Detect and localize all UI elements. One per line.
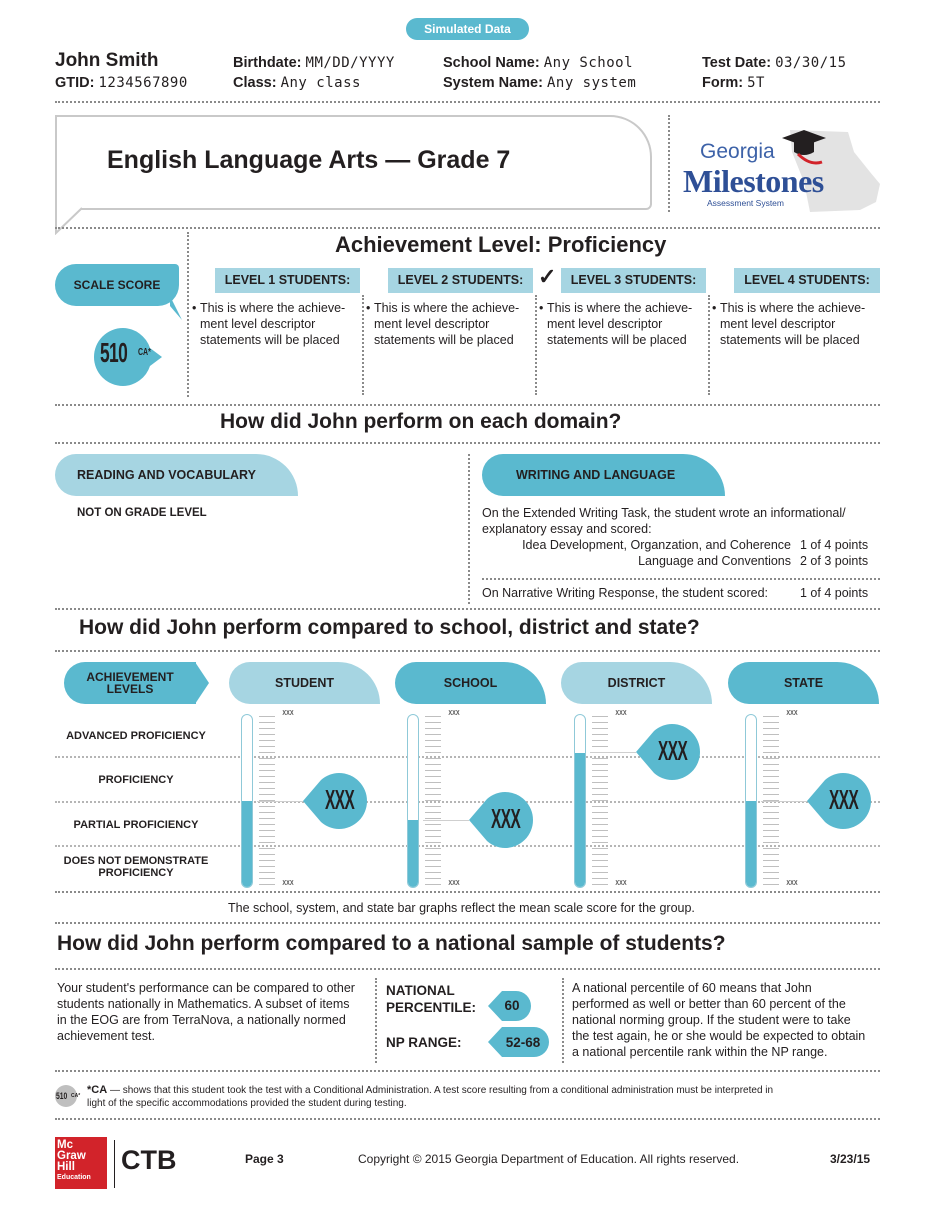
row-advanced-proficiency: ADVANCED PROFICIENCY	[66, 730, 206, 742]
achievement-levels-line1: ACHIEVEMENT	[86, 670, 174, 684]
form	[702, 75, 765, 91]
birthdate-value: MM/DD/YYYY	[305, 55, 395, 71]
bar-fill-district	[575, 753, 585, 887]
level-1-header: LEVEL 1 STUDENTS:	[215, 268, 360, 293]
row-proficiency: PROFICIENCY	[98, 774, 174, 786]
reading-vocabulary-tab: READING AND VOCABULARY	[55, 454, 298, 496]
bar-marker-leader	[423, 820, 469, 821]
gtid-value: 1234567890	[98, 75, 188, 91]
row-does-not-demonstrate	[55, 855, 217, 879]
birthdate-label: Birthdate:	[233, 55, 302, 71]
writing-row2-label: Language and Conventions	[638, 554, 791, 568]
divider	[55, 227, 880, 229]
school-value: Any School	[543, 55, 634, 71]
row-does-not-demonstrate-line2: PROFICIENCY	[98, 867, 174, 879]
column-school: SCHOOL	[395, 662, 546, 704]
achievement-levels-label	[64, 662, 196, 704]
row-partial-proficiency: PARTIAL PROFICIENCY	[73, 819, 199, 831]
national-percentile-line1: NATIONAL	[386, 983, 455, 998]
form-value: 5T	[747, 75, 765, 91]
mcgraw-hill-logo-line1: Mc	[57, 1139, 73, 1151]
writing-row3-label: On Narrative Writing Response, the student scored:	[482, 586, 769, 600]
bar-top-tick-label: XXX	[282, 710, 294, 717]
bar-fill-student	[242, 801, 252, 887]
np-range-value: 52-68	[505, 1035, 541, 1050]
level-1-descriptor	[192, 300, 357, 348]
level-4-text: This is where the achieve-ment level descriptor statements will be placed	[720, 301, 866, 347]
class-label: Class:	[233, 75, 277, 91]
simulated-data-badge: Simulated Data	[406, 18, 529, 40]
test-date-label: Test Date:	[702, 55, 772, 71]
bar-top-tick-label: XXX	[786, 710, 798, 717]
divider	[362, 295, 364, 395]
bar-bottom-tick-label: XXX	[448, 880, 460, 887]
test-date	[702, 55, 847, 71]
system-name	[443, 75, 636, 91]
school-name	[443, 55, 633, 71]
writing-row1-score: 1 of 4 points	[800, 538, 869, 552]
writing-intro-1: On the Extended Writing Task, the student wrote an informational/	[482, 506, 846, 520]
national-right-text	[572, 980, 865, 1060]
bar-tube-district	[574, 714, 586, 888]
writing-row2-score: 2 of 3 points	[800, 554, 869, 568]
bar-fill-school	[408, 820, 418, 887]
ctb-logo: CTB	[121, 1145, 177, 1175]
writing-language-tab: WRITING AND LANGUAGE	[482, 454, 725, 496]
level-2-header: LEVEL 2 STUDENTS:	[388, 268, 533, 293]
national-left-line1: Your student's performance can be compared to other	[57, 981, 355, 995]
page-number: Page 3	[245, 1152, 284, 1166]
writing-row3-score: 1 of 4 points	[800, 586, 869, 600]
bullet: •	[712, 301, 717, 315]
ca-footnote-term: *CA	[87, 1084, 108, 1096]
logo-milestones: Milestones	[683, 163, 824, 199]
national-percentile-value: 60	[504, 998, 520, 1013]
ca-icon-suffix: CA*	[71, 1093, 81, 1099]
national-left-line4: achievement test.	[57, 1029, 155, 1043]
national-left-line2: students nationally in Mathematics. A subset of items	[57, 997, 350, 1011]
writing-intro-2: explanatory essay and scored:	[482, 522, 652, 536]
logo-georgia: Georgia	[700, 140, 775, 163]
bar-top-tick-label: XXX	[448, 710, 460, 717]
bar-tube-state	[745, 714, 757, 888]
divider	[375, 978, 377, 1063]
divider	[55, 608, 880, 610]
mcgraw-hill-logo-line2: Graw	[57, 1150, 86, 1162]
bar-bottom-tick-label: XXX	[615, 880, 627, 887]
bar-marker-leader	[761, 801, 807, 802]
report-title: English Language Arts — Grade 7	[107, 146, 511, 174]
report-date: 3/23/15	[830, 1152, 871, 1166]
student-name: John Smith	[55, 50, 159, 71]
np-range-label: NP RANGE:	[386, 1035, 462, 1050]
test-date-value: 03/30/15	[775, 55, 847, 71]
level-3-text: This is where the achieve-ment level descriptor statements will be placed	[547, 301, 693, 347]
domain-question: How did John perform on each domain?	[220, 410, 622, 433]
system-label: System Name:	[443, 75, 543, 91]
scale-score-label: SCALE SCORE	[55, 264, 179, 306]
national-right-line5: a national percentile rank within the NP range.	[572, 1045, 828, 1059]
national-question: How did John perform compared to a national sample of students?	[57, 932, 726, 955]
class	[233, 75, 361, 91]
divider	[55, 650, 880, 652]
mcgraw-hill-logo-line3: Hill	[57, 1161, 75, 1173]
arrow-right-icon	[195, 662, 209, 704]
bar-marker-label: XXX	[658, 735, 688, 767]
divider	[55, 968, 880, 970]
reading-status: NOT ON GRADE LEVEL	[77, 507, 207, 519]
national-left-text	[57, 980, 355, 1044]
row-does-not-demonstrate-line1: DOES NOT DEMONSTRATE	[63, 855, 209, 867]
divider	[55, 1070, 880, 1072]
level-3-descriptor	[539, 300, 704, 348]
divider	[562, 978, 564, 1063]
bullet: •	[539, 301, 544, 315]
ca-footnote-text-2: light of the specific accommodations provided the student during testing.	[87, 1098, 407, 1109]
title-box-tail	[54, 207, 84, 235]
copyright: Copyright © 2015 Georgia Department of Education. All rights reserved.	[358, 1152, 740, 1166]
scale-score-suffix: CA*	[138, 347, 151, 358]
column-state: STATE	[728, 662, 879, 704]
national-right-line1: A national percentile of 60 means that John	[572, 981, 812, 995]
divider	[187, 232, 189, 397]
divider	[668, 115, 670, 212]
divider	[468, 454, 470, 604]
level-2-text: This is where the achieve-ment level descriptor statements will be placed	[374, 301, 520, 347]
national-percentile-label	[386, 982, 476, 1016]
bar-ticks	[425, 716, 441, 886]
divider	[55, 922, 880, 924]
mcgraw-hill-logo-line4: Education	[57, 1174, 91, 1181]
divider	[482, 578, 880, 580]
logo-assessment-system: Assessment System	[707, 198, 784, 208]
gtid-label: GTID:	[55, 75, 95, 91]
bar-marker-leader	[257, 801, 303, 802]
national-right-line2: performed as well or better than 60 percent of the	[572, 997, 846, 1011]
bar-marker-leader	[590, 752, 636, 753]
achievement-title: Achievement Level: Proficiency	[335, 232, 667, 257]
divider	[55, 442, 880, 444]
bullet: •	[192, 301, 197, 315]
column-student: STUDENT	[229, 662, 380, 704]
bar-marker-label: XXX	[491, 803, 521, 835]
divider	[55, 891, 880, 893]
ca-footnote	[87, 1084, 877, 1110]
divider	[55, 404, 880, 406]
birthdate	[233, 55, 395, 71]
gtid	[55, 75, 188, 91]
ca-icon-number: 510	[56, 1091, 68, 1101]
mcgraw-hill-logo	[55, 1137, 107, 1189]
scale-pill-tail	[170, 296, 184, 324]
bullet: •	[366, 301, 371, 315]
system-value: Any system	[546, 75, 637, 91]
ca-footnote-text-1: — shows that this student took the test with a Conditional Administration. A test score resulting from a conditional administration must be interpreted in	[107, 1085, 774, 1096]
level-3-header: LEVEL 3 STUDENTS:	[561, 268, 706, 293]
level-2-descriptor	[366, 300, 531, 348]
level-1-text: This is where the achieve-ment level descriptor statements will be placed	[200, 301, 346, 347]
divider	[535, 295, 537, 395]
column-district: DISTRICT	[561, 662, 712, 704]
bar-tube-school	[407, 714, 419, 888]
level-4-descriptor	[712, 300, 877, 348]
bar-fill-state	[746, 801, 756, 887]
bar-ticks	[592, 716, 608, 886]
bar-top-tick-label: XXX	[615, 710, 627, 717]
compare-question: How did John perform compared to school, district and state?	[79, 616, 700, 639]
divider	[55, 1118, 880, 1120]
compare-note: The school, system, and state bar graphs reflect the mean scale score for the group.	[228, 901, 695, 915]
divider	[55, 101, 880, 103]
bar-bottom-tick-label: XXX	[282, 880, 294, 887]
bar-marker-label: XXX	[325, 784, 355, 815]
national-right-line4: the test again, he or she would be expected to obtain	[572, 1029, 866, 1043]
national-right-line3: national norming group. If the student were to take	[572, 1013, 851, 1027]
form-label: Form:	[702, 75, 744, 91]
writing-row1-label: Idea Development, Organzation, and Coherence	[522, 538, 791, 552]
logo-divider	[114, 1140, 115, 1188]
divider	[708, 295, 710, 395]
class-value: Any class	[280, 75, 361, 91]
level-4-header: LEVEL 4 STUDENTS:	[734, 268, 880, 293]
achievement-levels-line2: LEVELS	[106, 682, 154, 696]
bar-bottom-tick-label: XXX	[786, 880, 798, 887]
scale-score-value: 510	[100, 337, 128, 368]
bar-tube-student	[241, 714, 253, 888]
check-icon: ✓	[538, 264, 557, 289]
national-percentile-line2: PERCENTILE:	[386, 1000, 477, 1015]
bar-marker-label: XXX	[829, 784, 859, 815]
school-label: School Name:	[443, 55, 540, 71]
national-left-line3: in the EOG are from TerraNova, a nationally normed	[57, 1013, 346, 1027]
